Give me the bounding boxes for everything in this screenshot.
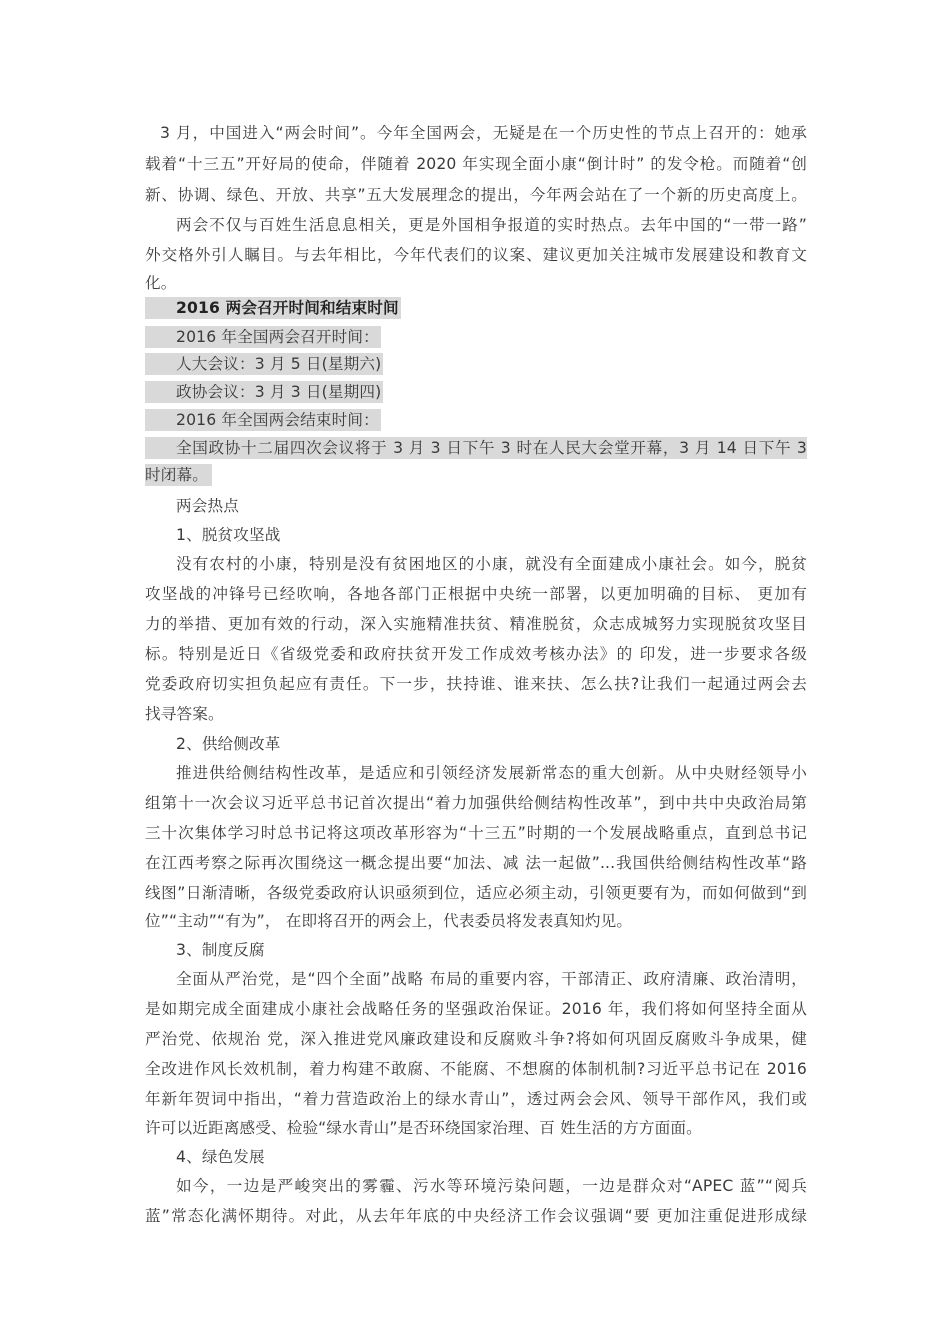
topic-1-line-5: 党委政府切实担负起应有责任。下一步，扶持谁、谁来扶、怎么扶?让我们一起通过两会去: [145, 675, 807, 693]
schedule-open-label: 2016 年全国两会召开时间：: [145, 326, 381, 348]
topic-3-line-3: 严治党、依规治 党，深入推进党风廉政建设和反腐败斗争?将如何巩固反腐败斗争成果，健: [145, 1030, 807, 1048]
topic-1-line-3: 力的举措、更加有效的行动，深入实施精准扶贫、精准脱贫，众志成城努力实现脱贫攻坚目: [145, 615, 807, 633]
intro-line-4: 两会不仅与百姓生活息息相关，更是外国相争报道的实时热点。去年中国的“一带一路”: [176, 216, 807, 234]
topic-4-heading: 4、绿色发展: [176, 1148, 265, 1166]
topic-4-line-2: 蓝”常态化满怀期待。对此，从去年年底的中央经济工作会议强调“要 更加注重促进形成绿: [145, 1207, 807, 1225]
topic-3-line-4: 全改进作风长效机制，着力构建不敢腐、不能腐、不想腐的体制机制?习近平总书记在 2016: [145, 1060, 807, 1078]
schedule-detail-line-1: 全国政协十二届四次会议将于 3 月 3 日下午 3 时在人民大会堂开幕，3 月 14 日下午 3: [145, 437, 807, 459]
topic-2-line-3: 三十次集体学习时总书记将这项改革形容为“十三五”时期的一个发展战略重点，直到总书记: [145, 824, 807, 842]
topic-2-heading: 2、供给侧改革: [176, 735, 281, 753]
intro-line-6: 化。: [145, 274, 177, 292]
intro-line-2: 载着“十三五”开好局的使命，伴随着 2020 年实现全面小康“倒计时” 的发令枪。而随着“创: [145, 155, 807, 173]
topic-3-line-6: 许可以近距离感受、检验“绿水青山”是否环绕国家治理、百 姓生活的方方面面。: [145, 1119, 702, 1137]
topic-1-line-2: 攻坚战的冲锋号已经吹响，各地各部门正根据中央统一部署，以更加明确的目标、 更加有: [145, 585, 807, 603]
schedule-npc: 人大会议：3 月 5 日(星期六): [145, 353, 383, 375]
intro-line-3: 新、协调、绿色、开放、共享”五大发展理念的提出，今年两会站在了一个新的历史高度上。: [145, 186, 807, 204]
schedule-title: 2016 两会召开时间和结束时间: [145, 297, 401, 319]
topic-1-line-1: 没有农村的小康，特别是没有贫困地区的小康，就没有全面建成小康社会。如今，脱贫: [176, 555, 807, 573]
topic-1-heading: 1、脱贫攻坚战: [176, 526, 281, 544]
intro-line-1: 3 月，中国进入“两会时间”。今年全国两会，无疑是在一个历史性的节点上召开的：她承: [160, 124, 807, 142]
topic-3-heading: 3、制度反腐: [176, 941, 265, 959]
hot-topics-title: 两会热点: [176, 497, 239, 515]
topic-2-line-5: 线图”日渐清晰，各级党委政府认识亟须到位，适应必须主动，引领更要有为，而如何做到“到: [145, 884, 807, 902]
topic-2-line-4: 在江西考察之际再次围绕这一概念提出要“加法、减 法一起做”...我国供给侧结构性改革“路: [145, 854, 807, 872]
topic-2-line-1: 推进供给侧结构性改革，是适应和引领经济发展新常态的重大创新。从中央财经领导小: [176, 764, 807, 782]
topic-3-line-5: 年新年贺词中指出，“着力营造政治上的绿水青山”，透过两会会风、领导干部作风，我们或: [145, 1090, 807, 1108]
schedule-detail-line-2: 时闭幕。: [145, 464, 212, 486]
topic-4-line-1: 如今，一边是严峻突出的雾霾、污水等环境污染问题，一边是群众对“APEC 蓝”“阅兵: [176, 1177, 807, 1195]
topic-2-line-2: 组第十一次会议习近平总书记首次提出“着力加强供给侧结构性改革”，到中共中央政治局第: [145, 794, 807, 812]
topic-3-line-2: 是如期完成全面建成小康社会战略任务的坚强政治保证。2016 年，我们将如何坚持全面从: [145, 1000, 807, 1018]
schedule-close-label: 2016 年全国两会结束时间：: [145, 409, 381, 431]
topic-1-line-6: 找寻答案。: [145, 705, 224, 723]
topic-3-line-1: 全面从严治党，是“四个全面”战略 布局的重要内容，干部清正、政府清廉、政治清明，: [176, 970, 807, 988]
topic-1-line-4: 标。特别是近日《省级党委和政府扶贫开发工作成效考核办法》的 印发，进一步要求各级: [145, 645, 807, 663]
topic-2-line-6: 位”“主动”“有为”， 在即将召开的两会上，代表委员将发表真知灼见。: [145, 912, 633, 930]
intro-line-5: 外交格外引人瞩目。与去年相比，今年代表们的议案、建议更加关注城市发展建设和教育文: [145, 246, 807, 264]
schedule-cppcc: 政协会议：3 月 3 日(星期四): [145, 381, 383, 403]
